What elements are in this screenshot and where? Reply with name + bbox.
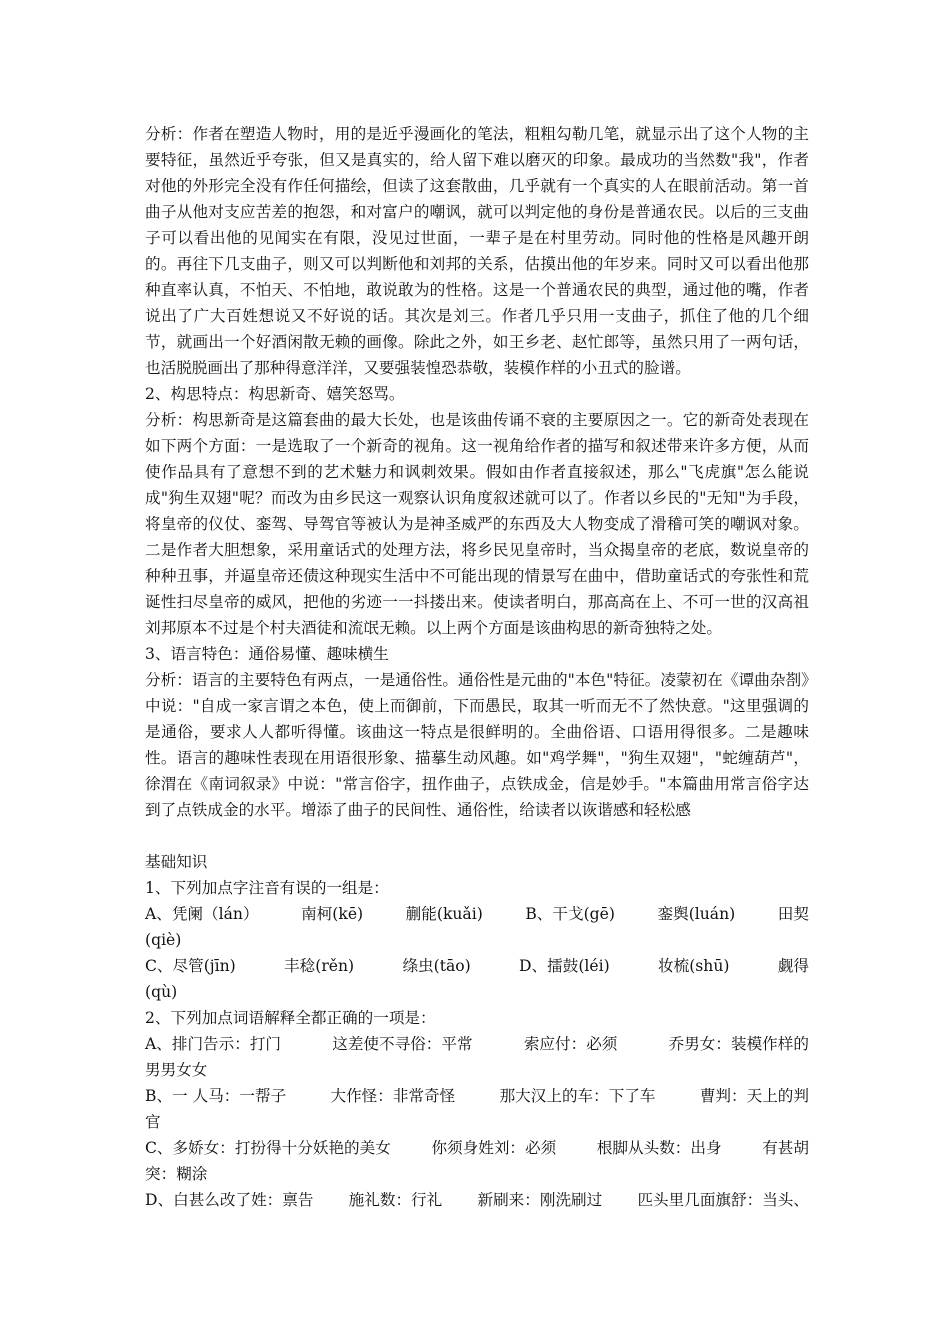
document-body: [145, 121, 809, 1213]
option-c: C、尽管(jīn): [145, 957, 236, 975]
analysis-paragraph-characters: 分析：作者在塑造人物时，用的是近乎漫画化的笔法，粗粗勾勒几笔，就显示出了这个人物的主要特征，虽然近乎夸张，但又是真实的，给人留下难以磨灭的印象。最成功的当然数"我"，作者对他的外形完全没有作任何描绘，但读了这套散曲，几乎就有一个真实的人在眼前活动。第一首曲子从他对支应苦差的抱怨，和对富户的嘲讽，就可以判定他的身份是普通农民。以后的三支曲子可以看出他的见闻实在有限，没见过世面，一辈子是在村里劳动。同时他的性格是风趣开朗的。再往下几支曲子，则又可以判断他和刘邦的关系，估摸出他的年岁来。同时又可以看出他那种直率认真，不怕天、不怕地，敢说敢为的性格。这是一个普通农民的典型，通过他的嘴，作者说出了广大百姓想说又不好说的话。其次是刘三。作者几乎只用一支曲子，抓住了他的几个细节，就画出一个好酒闲散无赖的画像。除此之外，如王乡老、赵忙郎等，虽然只用了一两句话，也活脱脱画出了那种得意洋洋，又要强装惶恐恭敬，装模作样的小丑式的脸谱。: [145, 125, 809, 377]
option-item: 蒯能(kuǎi): [405, 905, 483, 923]
section-heading-language: 3、语言特色：通俗易懂、趣味横生: [145, 645, 389, 663]
spacer: [145, 823, 809, 849]
option-d: D、擂鼓(léi): [519, 957, 610, 975]
question-2-option-a: [145, 1031, 809, 1057]
option-item: 丰稔(rěn): [284, 957, 355, 975]
question-2-option-c: [145, 1135, 809, 1161]
analysis-paragraph-language: 分析：语言的主要特色有两点，一是通俗性。通俗性是元曲的"本色"特征。凌蒙初在《谭曲杂剳》中说："自成一家言谓之本色，使上而御前，下而愚民，取其一听而无不了然快意。"这里强调的是通俗，要求人人都听得懂。该曲这一特点是很鲜明的。全曲俗语、口语用得很多。二是趣味性。语言的趣味性表现在用语很形象、描摹生动风趣。如"鸡学舞"，"狗生双翅"，"蛇缠葫芦"，徐渭在《南词叙录》中说："常言俗字，扭作曲子，点铁成金，信是妙手。"本篇曲用常言俗字达到了点铁成金的水平。增添了曲子的民间性、通俗性，给读者以诙谐感和轻松感: [145, 671, 809, 819]
option-item: 曹判：天上的判: [699, 1087, 809, 1105]
analysis-paragraph-conception: 分析：构思新奇是这篇套曲的最大长处，也是该曲传诵不衰的主要原因之一。它的新奇处表现在如下两个方面：一是选取了一个新奇的视角。这一视角给作者的描写和叙述带来许多方便，从而使作品具有了意想不到的艺术魅力和讽刺效果。假如由作者直接叙述，那么"飞虎旗"怎么能说成"狗生双翅"呢？而改为由乡民这一观察认识角度叙述就可以了。作者以乡民的"无知"为手段，将皇帝的仪仗、銮驾、导驾官等被认为是神圣威严的东西及大人物变成了滑稽可笑的嘲讽对象。二是作者大胆想象，采用童话式的处理方法，将乡民见皇帝时，当众揭皇帝的老底，数说皇帝的种种丑事，并逼皇帝还债这种现实生活中不可能出现的情景写在曲中，借助童话式的夸张性和荒诞性扫尽皇帝的威风，把他的劣迹一一抖搂出来。使读者明白，那高高在上、不可一世的汉高祖刘邦原本不过是个村夫酒徒和流氓无赖。以上两个方面是该曲构思的新奇独特之处。: [145, 411, 809, 637]
question-1-options-cd: [145, 953, 809, 979]
option-item: 田契: [777, 905, 809, 923]
option-item: 这差使不寻俗：平常: [332, 1035, 473, 1053]
option-b: B、干戈(gē): [525, 905, 615, 923]
question-2-option-b: [145, 1083, 809, 1109]
option-wrap: 男男女女: [145, 1061, 208, 1079]
option-item: 觑得: [777, 957, 809, 975]
option-item: 你须身姓刘：必须: [431, 1139, 557, 1157]
option-a: A、凭阑（lán）: [145, 905, 259, 923]
option-wrap: 官: [145, 1113, 161, 1131]
section-heading-conception: 2、构思特点：构思新奇、嬉笑怒骂。: [145, 385, 405, 403]
option-item: 那大汉上的车：下了车: [499, 1087, 656, 1105]
option-item: 绦虫(tāo): [402, 957, 471, 975]
option-item: 施礼数：行礼: [348, 1191, 443, 1209]
option-item: 有甚胡: [762, 1139, 809, 1157]
question-2-stem: 2、下列加点词语解释全都正确的一项是：: [145, 1009, 436, 1027]
option-item: 匹头里几面旗舒：当头、: [637, 1191, 809, 1209]
option-item: 新刷来：刚洗刷过: [477, 1191, 603, 1209]
option-wrap: 突：糊涂: [145, 1165, 208, 1183]
option-item: B、一 人马：一帮子: [145, 1087, 287, 1105]
option-item: 南柯(kē): [301, 905, 364, 923]
option-item: C、多娇女：打扮得十分妖艳的美女: [145, 1139, 391, 1157]
option-item: D、白甚么改了姓：禀告: [145, 1191, 314, 1209]
option-item: A、排门告示：打门: [145, 1035, 282, 1053]
option-item: 根脚从头数：出身: [596, 1139, 722, 1157]
option-item: 妆梳(shū): [658, 957, 730, 975]
option-wrap: (qiè): [145, 931, 182, 949]
option-wrap: (qù): [145, 983, 178, 1001]
option-item: 大作怪：非常奇怪: [330, 1087, 456, 1105]
option-item: 銮舆(luán): [657, 905, 736, 923]
option-item: 乔男女：装模作样的: [668, 1035, 809, 1053]
basics-title: 基础知识: [145, 853, 208, 871]
question-2-option-d: [145, 1187, 809, 1213]
option-item: 索应付：必须: [523, 1035, 618, 1053]
question-1-options-ab: [145, 901, 809, 927]
question-1-stem: 1、下列加点字注音有误的一组是：: [145, 879, 389, 897]
